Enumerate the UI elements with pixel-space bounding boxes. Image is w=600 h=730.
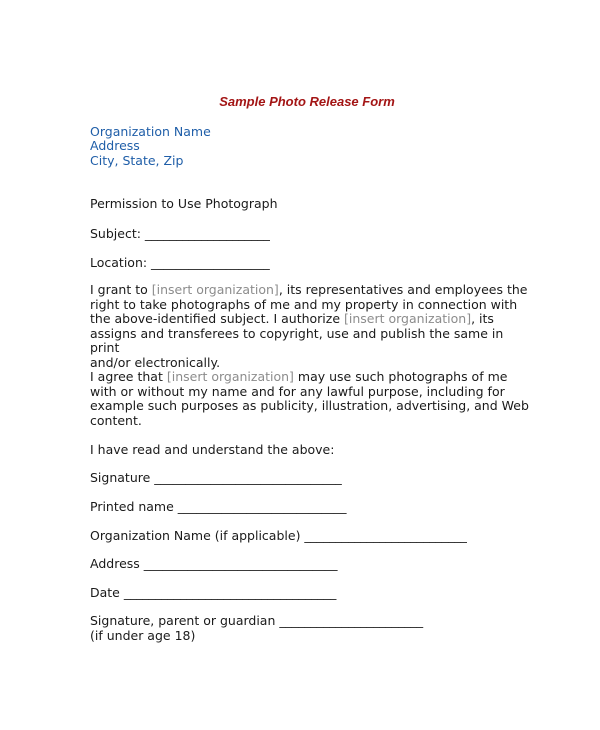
agreement-paragraph xyxy=(90,370,530,428)
permission-heading: Permission to Use Photograph xyxy=(90,196,278,211)
date-field: Date __________________________________ xyxy=(90,585,337,600)
grant-text-2: , its representatives and employees the right to take photographs of me and my property in connection with the above-identified subject. I authorize xyxy=(90,282,528,327)
agree-text-1: I agree that xyxy=(90,369,167,384)
subject-field: Subject: ____________________ xyxy=(90,226,270,241)
form-title: Sample Photo Release Form xyxy=(219,94,395,109)
location-field: Location: ___________________ xyxy=(90,255,270,270)
organization-name: Organization Name xyxy=(90,124,211,139)
guardian-signature-field: Signature, parent or guardian _______________________ xyxy=(90,613,424,628)
acknowledgement-text: I have read and understand the above: xyxy=(90,442,335,457)
organization-city-state-zip: City, State, Zip xyxy=(90,153,184,168)
address-field: Address _______________________________ xyxy=(90,556,338,571)
grant-paragraph xyxy=(90,283,530,371)
organization-placeholder: [insert organization] xyxy=(166,369,294,384)
organization-name-field: Organization Name (if applicable) __________________________ xyxy=(90,528,467,543)
grant-text-1: I grant to xyxy=(90,282,152,297)
organization-placeholder: [insert organization] xyxy=(344,311,472,327)
printed-name-field: Printed name ___________________________ xyxy=(90,499,347,514)
organization-address: Address xyxy=(90,138,140,153)
signature-field: Signature ______________________________ xyxy=(90,470,342,485)
agree-text-2: may use such photographs of me with or without my name and for any lawful purpose, including for example such purposes as publicity, illustration, advertising, and Web content. xyxy=(90,369,529,428)
organization-placeholder: [insert organization] xyxy=(151,282,279,297)
guardian-note: (if under age 18) xyxy=(90,628,196,643)
grant-text-3: , its assigns and transferees to copyright, use and publish the same in print and/or electronically. xyxy=(90,311,504,370)
